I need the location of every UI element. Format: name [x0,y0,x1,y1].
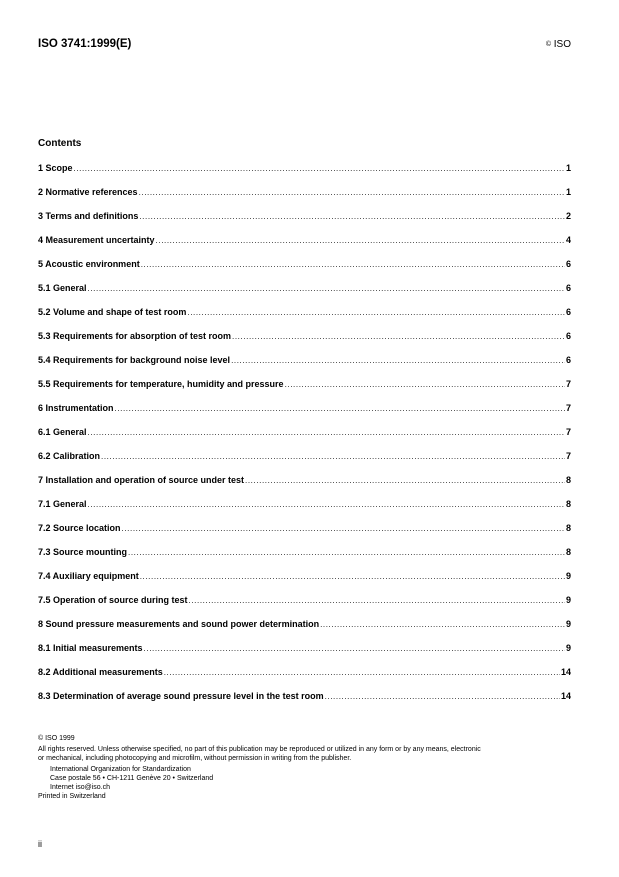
header-copyright [546,39,571,50]
toc-leader-dots [74,164,565,173]
toc-leader-dots [164,668,560,677]
toc-entry-page: 7 [565,427,571,437]
toc-entry[interactable] [38,667,571,691]
toc-entry[interactable] [38,283,571,307]
toc-leader-dots [231,356,565,365]
toc-entry-page: 8 [565,475,571,485]
toc-entry[interactable] [38,163,571,187]
rights-line-1: All rights reserved. Unless otherwise specified, no part of this publication may be reproduced or utilized in any form or by any means, electronic [38,746,481,753]
toc-entry-title: 8.2 Additional measurements [38,667,163,677]
copyright-symbol: © [545,41,551,48]
toc-leader-dots [101,452,565,461]
toc-entry[interactable] [38,499,571,523]
toc-entry-page: 6 [565,307,571,317]
toc-entry-page: 7 [565,379,571,389]
toc-entry[interactable] [38,235,571,259]
toc-entry-title: 8.1 Initial measurements [38,643,143,653]
toc-entry[interactable] [38,403,571,427]
toc-entry-title: 2 Normative references [38,187,138,197]
toc-leader-dots [139,188,565,197]
toc-entry-title: 1 Scope [38,163,73,173]
rights-line-2: or mechanical, including photocopying and microfilm, without permission in writing from the publisher. [38,755,352,762]
toc-leader-dots [245,476,565,485]
toc-leader-dots [320,620,565,629]
table-of-contents [38,163,571,715]
toc-entry[interactable] [38,595,571,619]
toc-entry[interactable] [38,211,571,235]
printed-in: Printed in Switzerland [38,793,106,800]
toc-entry-page: 1 [565,163,571,173]
toc-entry[interactable] [38,571,571,595]
document-id: ISO 3741:1999(E) [38,38,132,50]
toc-entry[interactable] [38,307,571,331]
copyright-year: © ISO 1999 [38,735,75,742]
toc-entry-page: 9 [565,571,571,581]
toc-entry[interactable] [38,523,571,547]
toc-entry-page: 14 [560,691,571,701]
toc-entry-page: 9 [565,595,571,605]
toc-entry[interactable] [38,427,571,451]
org-name: International Organization for Standardization [50,766,191,773]
toc-entry-page: 14 [560,667,571,677]
toc-entry-title: 6 Instrumentation [38,403,114,413]
toc-entry[interactable] [38,355,571,379]
toc-entry[interactable] [38,475,571,499]
toc-leader-dots [115,404,565,413]
toc-entry-title: 8.3 Determination of average sound pressure level in the test room [38,691,324,701]
toc-entry-page: 6 [565,355,571,365]
toc-entry-page: 9 [565,619,571,629]
toc-entry-title: 8 Sound pressure measurements and sound power determination [38,619,320,629]
toc-entry-page: 8 [565,499,571,509]
toc-entry-page: 8 [565,547,571,557]
toc-leader-dots [140,572,565,581]
page-number: ii [38,839,42,849]
toc-leader-dots [189,596,565,605]
toc-entry-page: 7 [565,451,571,461]
org-address: Case postale 56 • CH-1211 Genève 20 • Switzerland [50,775,214,782]
toc-leader-dots [122,524,565,533]
toc-entry-title: 5.2 Volume and shape of test room [38,307,187,317]
toc-entry-page: 7 [565,403,571,413]
toc-entry[interactable] [38,259,571,283]
toc-entry-title: 6.2 Calibration [38,451,101,461]
toc-leader-dots [187,308,565,317]
toc-entry-title: 6.1 General [38,427,87,437]
toc-entry-page: 6 [565,283,571,293]
toc-leader-dots [88,428,565,437]
org-internet: Internet iso@iso.ch [50,784,111,791]
toc-entry-title: 7.4 Auxiliary equipment [38,571,139,581]
toc-entry-title: 7.2 Source location [38,523,121,533]
toc-entry[interactable] [38,691,571,715]
toc-entry-title: 7.1 General [38,499,87,509]
toc-entry-page: 1 [565,187,571,197]
toc-entry-page: 4 [565,235,571,245]
toc-entry[interactable] [38,187,571,211]
toc-entry-title: 7.5 Operation of source during test [38,595,188,605]
toc-entry-title: 5.1 General [38,283,87,293]
toc-entry-title: 3 Terms and definitions [38,211,139,221]
toc-entry[interactable] [38,379,571,403]
toc-leader-dots [325,692,560,701]
toc-leader-dots [88,500,565,509]
toc-entry-title: 7 Installation and operation of source under test [38,475,245,485]
toc-entry-page: 6 [565,259,571,269]
toc-entry-title: 5.4 Requirements for background noise level [38,355,231,365]
toc-entry[interactable] [38,451,571,475]
toc-entry-title: 5.3 Requirements for absorption of test room [38,331,232,341]
publisher-name: ISO [553,39,571,50]
toc-leader-dots [128,548,565,557]
toc-entry-title: 7.3 Source mounting [38,547,128,557]
toc-entry[interactable] [38,547,571,571]
toc-entry[interactable] [38,331,571,355]
toc-leader-dots [144,644,565,653]
toc-leader-dots [232,332,565,341]
toc-entry-page: 9 [565,643,571,653]
toc-entry-page: 6 [565,331,571,341]
toc-entry-title: 5.5 Requirements for temperature, humidity and pressure [38,379,284,389]
toc-entry[interactable] [38,643,571,667]
toc-leader-dots [88,284,565,293]
toc-entry[interactable] [38,619,571,643]
contents-heading: Contents [38,138,82,149]
toc-leader-dots [141,260,565,269]
toc-entry-title: 4 Measurement uncertainty [38,235,155,245]
toc-entry-page: 8 [565,523,571,533]
toc-leader-dots [285,380,565,389]
toc-leader-dots [139,212,565,221]
toc-entry-page: 2 [565,211,571,221]
toc-leader-dots [156,236,565,245]
copyright-notice [38,734,578,801]
toc-entry-title: 5 Acoustic environment [38,259,140,269]
